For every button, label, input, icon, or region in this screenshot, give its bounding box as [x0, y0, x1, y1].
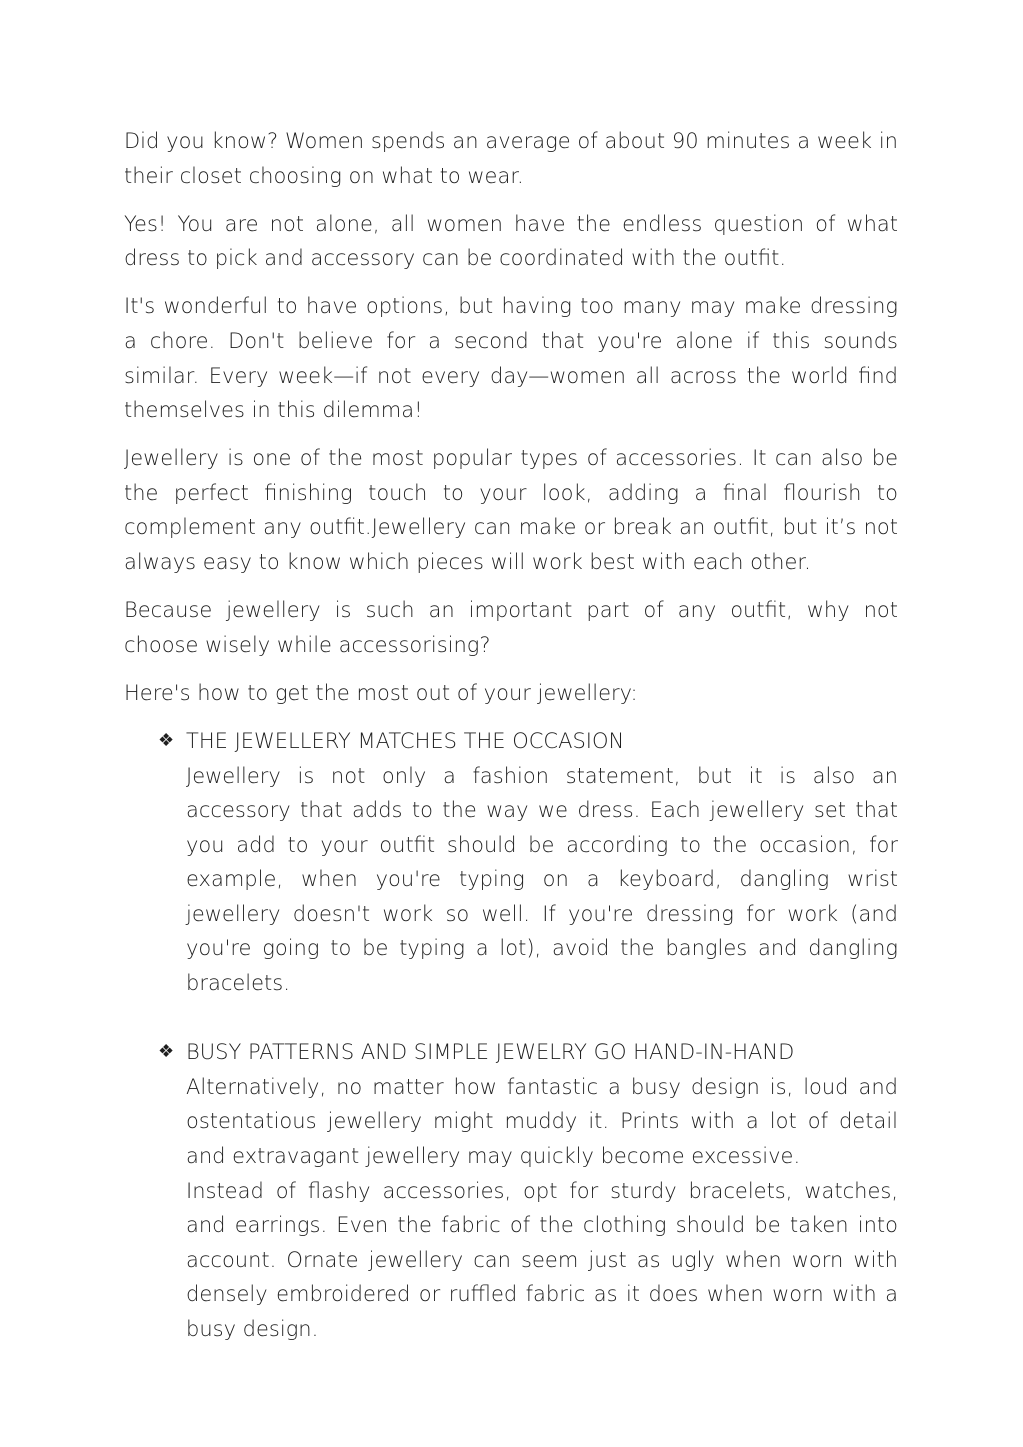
tip-heading: BUSY PATTERNS AND SIMPLE JEWELRY GO HAND-IN-HAND [186, 1040, 795, 1065]
tip-item-occasion [124, 724, 898, 1001]
four-diamond-bullet-icon: ❖ [158, 1041, 175, 1063]
tip-heading: THE JEWELLERY MATCHES THE OCCASION [186, 728, 625, 753]
tip-body-paragraph: Alternatively, no matter how fantastic a busy design is, loud and ostentatious jewellery might muddy it. Prints with a lot of detail and extravagant jewellery may quickly become excessive. [186, 1074, 898, 1169]
four-diamond-bullet-icon: ❖ [158, 729, 175, 751]
spacer [124, 1001, 898, 1036]
intro-paragraph-2: Yes! You are not alone, all women have the endless question of what dress to pick and accessory can be coordinated with the outfit. [124, 211, 898, 271]
tip-body-paragraph: Instead of flashy accessories, opt for sturdy bracelets, watches, and earrings. Even the fabric of the clothing should be taken into account. Ornate jewellery can seem just as ugly when worn with densely embroidered or ruffled fabric as it does when worn with a busy design. [186, 1178, 898, 1341]
tip-body-paragraph: Jewellery is not only a fashion statement, but it is also an accessory that adds to the way we dress. Each jewellery set that you add to your outfit should be according to the occasion, for example, when you're typing on a keyboard, dangling wrist jewellery doesn't work so well. If you're dressing for work (and you're going to be typing a lot), avoid the bangles and dangling bracelets. [186, 763, 898, 996]
intro-paragraph-3: It's wonderful to have options, but having too many may make dressing a chore. Don't believe for a second that you're alone if this sounds similar. Every week—if not every day—women all across the world find themselves in this dilemma! [124, 294, 898, 423]
intro-paragraph-5: Because jewellery is such an important part of any outfit, why not choose wisely while accessorising? [124, 598, 898, 657]
intro-paragraph-6: Here's how to get the most out of your jewellery: [124, 680, 638, 705]
intro-paragraph-1: Did you know? Women spends an average of about 90 minutes a week in their closet choosing on what to wear. [124, 129, 898, 188]
intro-paragraph-4: Jewellery is one of the most popular types of accessories. It can also be the perfect finishing touch to your look, adding a final flourish to complement any outfit.Jewellery can make or break an outfit, but it’s not always easy to know which pieces will work best with each other. [124, 446, 898, 575]
document-page [124, 124, 898, 1347]
tip-item-busy-patterns [124, 1035, 898, 1346]
